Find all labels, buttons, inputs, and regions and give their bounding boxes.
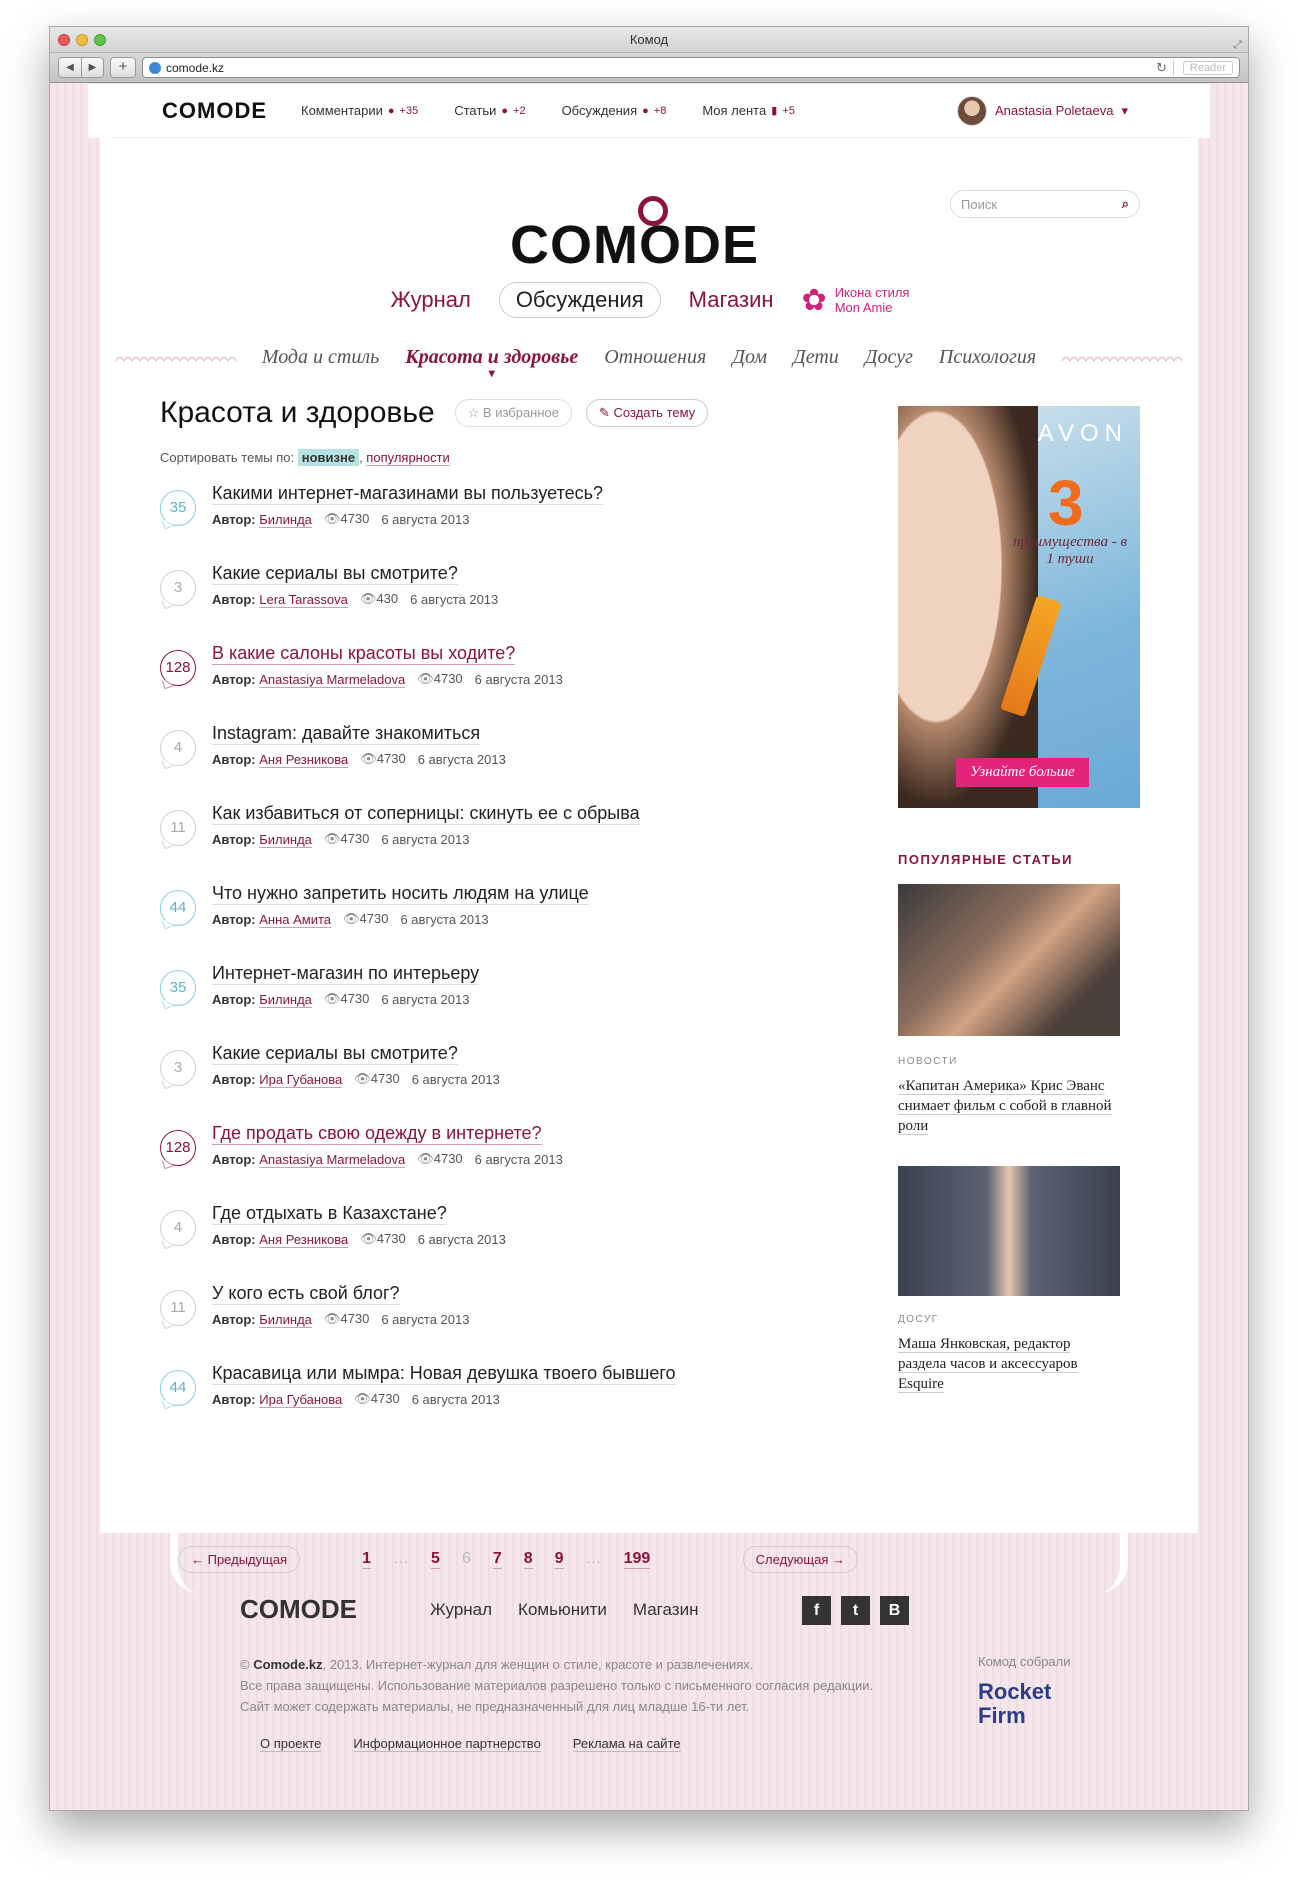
topic-title-link[interactable]: Какие сериалы вы смотрите? (212, 563, 458, 583)
topic-item (160, 562, 780, 642)
popular-title: ПОПУЛЯРНЫЕ СТАТЬИ (898, 852, 1073, 867)
avatar (957, 96, 987, 126)
author-label: Автор: (212, 511, 256, 527)
author-label: Автор: (212, 1391, 256, 1407)
view-count: 4730 (359, 911, 389, 926)
address-bar[interactable] (142, 57, 1240, 78)
topic-date: 6 августа 2013 (381, 831, 470, 847)
topbar-link-feed[interactable] (702, 103, 795, 118)
view-count: 4730 (340, 831, 370, 846)
author-label: Автор: (212, 911, 256, 927)
ad-number: 3 (1048, 467, 1084, 539)
favorite-label: В избранное (482, 405, 560, 420)
author-label: Автор: (212, 991, 256, 1007)
sort-label: Сортировать темы по: (160, 450, 295, 465)
forward-icon[interactable]: ▶ (81, 58, 103, 77)
author-label: Автор: (212, 591, 256, 607)
user-name: Anastasia Poletaeva (994, 103, 1114, 118)
topic-title-link[interactable]: Instagram: давайте знакомиться (212, 723, 481, 743)
title-bar (50, 27, 1248, 53)
page-title: Красота и здоровье (160, 396, 435, 429)
window-controls (58, 34, 106, 46)
search-input[interactable]: Поиск (961, 196, 998, 212)
nav-journal[interactable]: Журнал (390, 287, 471, 312)
footer-link-ads[interactable]: Реклама на сайте (572, 1736, 681, 1751)
author-line (212, 512, 312, 527)
eye-icon: 👁 (359, 591, 377, 606)
nav-discussions[interactable]: Обсуждения (499, 282, 661, 318)
topic-meta (212, 1231, 780, 1247)
twitter-icon[interactable]: t (841, 1596, 870, 1625)
topic-date: 6 августа 2013 (381, 1311, 470, 1327)
topbar-link-label: Статьи (454, 103, 497, 118)
author-line (212, 752, 348, 767)
footer-nav-journal[interactable]: Журнал (430, 1600, 493, 1619)
view-count: 4730 (340, 991, 370, 1006)
topic-item (160, 802, 780, 882)
footer-links (260, 1736, 681, 1752)
topic-title-link[interactable]: У кого есть свой блог? (212, 1283, 400, 1303)
comment-icon: ● (501, 104, 509, 117)
main-nav (50, 280, 1249, 320)
made-by-label: Комод собрали (978, 1654, 1071, 1669)
author-link[interactable]: Аня Резникова (259, 751, 349, 767)
author-line (212, 592, 348, 607)
author-link[interactable]: Билинда (259, 511, 312, 527)
view-count: 430 (376, 591, 399, 606)
comment-count-badge: 44 (160, 1370, 196, 1406)
avon-ad-banner[interactable] (898, 406, 1140, 808)
author-line (212, 1392, 342, 1407)
page-link[interactable]: 8 (523, 1549, 533, 1567)
topic-date: 6 августа 2013 (417, 1231, 506, 1247)
eye-icon: 👁 (417, 1151, 434, 1166)
create-label: Создать тему (613, 405, 696, 420)
page-link[interactable]: 1 (362, 1549, 372, 1567)
comment-count-badge: 11 (160, 810, 196, 846)
pagination (178, 1544, 858, 1574)
reload-icon[interactable]: ↻ (1156, 60, 1174, 76)
author-link[interactable]: Anastasiya Marmeladova (259, 671, 406, 687)
eye-icon: 👁 (354, 1071, 371, 1086)
author-label: Автор: (212, 751, 256, 767)
comment-count-badge: 128 (160, 1130, 196, 1166)
topic-item (160, 1042, 780, 1122)
topbar-logo[interactable]: COMODE (162, 97, 267, 123)
topbar-count: +5 (782, 104, 795, 117)
sort-popular[interactable]: популярности (366, 450, 450, 465)
top-bar (110, 84, 1190, 138)
flower-icon: ✿ (801, 283, 827, 317)
create-topic-button[interactable] (586, 399, 708, 427)
topic-title-link[interactable]: Интернет-магазин по интерьеру (212, 963, 480, 983)
topbar-count: +8 (653, 104, 667, 117)
star-icon: ☆ (467, 405, 480, 420)
main-logo[interactable] (510, 194, 759, 275)
topic-item (160, 1202, 780, 1282)
view-count: 4730 (433, 671, 463, 686)
view-count: 4730 (370, 1391, 400, 1406)
page-link[interactable]: 7 (492, 1549, 502, 1567)
style-icon-text (835, 285, 910, 315)
footer-link-partners[interactable]: Информационное партнерство (353, 1736, 541, 1751)
topic-meta (212, 831, 780, 847)
nav-shop[interactable]: Магазин (688, 287, 774, 312)
pencil-icon: ✎ (599, 405, 610, 420)
footer-nav-shop[interactable]: Магазин (632, 1600, 699, 1619)
topic-item (160, 1282, 780, 1362)
author-link[interactable]: Анна Амита (259, 911, 332, 927)
views (343, 911, 388, 927)
topic-title-link[interactable]: Где продать свою одежду в интернете? (212, 1123, 542, 1143)
topic-item (160, 482, 780, 562)
page-ellipsis: … (585, 1549, 602, 1567)
author-line (212, 912, 331, 927)
author-link[interactable]: Билинда (259, 1311, 312, 1327)
topic-date: 6 августа 2013 (400, 911, 489, 927)
eye-icon: 👁 (323, 991, 341, 1006)
author-label: Автор: (212, 671, 256, 687)
topic-date: 6 августа 2013 (411, 1071, 500, 1087)
article-image-2[interactable] (898, 1166, 1120, 1296)
dresser-leg-right (1098, 1533, 1128, 1593)
footer-nav (430, 1600, 698, 1620)
comment-count-badge: 3 (160, 1050, 196, 1086)
page-numbers (362, 1550, 650, 1569)
comment-icon: ● (387, 104, 395, 117)
views (324, 991, 369, 1007)
comment-count-badge: 128 (160, 650, 196, 686)
facebook-icon[interactable]: f (802, 1596, 831, 1625)
rocket-firm-logo[interactable] (978, 1680, 1051, 1728)
author-line (212, 1312, 312, 1327)
eye-icon: 👁 (360, 751, 377, 766)
main-logo-text: COMODE (510, 215, 759, 275)
footer-link-about[interactable]: О проекте (260, 1736, 322, 1751)
topbar-link-discussions[interactable] (562, 103, 667, 118)
comment-count-badge: 4 (160, 1210, 196, 1246)
ad-text: преимущества - в 1 туши (1013, 534, 1127, 567)
style-icon-line1: Икона стиля (834, 285, 910, 300)
topic-title-link[interactable]: Где отдыхать в Казахстане? (212, 1203, 447, 1223)
topic-meta (212, 1071, 780, 1087)
topic-item (160, 722, 780, 802)
topic-date: 6 августа 2013 (381, 511, 470, 527)
globe-icon (149, 62, 161, 74)
eye-icon: 👁 (354, 1391, 371, 1406)
page-header (160, 396, 708, 430)
view-count: 4730 (433, 1151, 463, 1166)
topic-title-link[interactable]: В какие салоны красоты вы ходите? (212, 643, 516, 663)
footer-logo[interactable]: COMODE (240, 1594, 357, 1624)
studio-line-1: Rocket (978, 1679, 1052, 1704)
topic-meta (212, 991, 780, 1007)
category-fashion[interactable]: Мода и стиль (261, 345, 380, 368)
topic-date: 6 августа 2013 (417, 751, 506, 767)
topic-meta (212, 591, 780, 607)
footer-site: Comode.kz (253, 1657, 323, 1672)
style-icon-link[interactable] (802, 285, 910, 315)
comment-count-badge: 11 (160, 1290, 196, 1326)
category-psychology[interactable]: Психология (938, 345, 1037, 368)
author-link[interactable]: Anastasiya Marmeladova (259, 1151, 406, 1167)
author-line (212, 1072, 342, 1087)
views (417, 671, 462, 687)
eye-icon: 👁 (360, 1231, 377, 1246)
next-page-button[interactable]: Следующая → (743, 1546, 858, 1573)
views (417, 1151, 462, 1167)
author-line (212, 992, 312, 1007)
article-category-2: ДОСУГ (898, 1314, 939, 1325)
topbar-count: +35 (399, 104, 419, 117)
topic-meta (212, 751, 780, 767)
copyright: © Comode.kz, 2013. Интернет-журнал для женщин о стиле, красоте и развлечениях. Все права защищены. Использование материалов разрешено только с письменного согласия редакции. Сайт может содержать материалы, не предназначенный для лиц младше 16-ти лет. (240, 1657, 874, 1714)
topbar-link-label: Обсуждения (561, 103, 638, 118)
topic-meta (212, 671, 780, 687)
views (360, 591, 398, 607)
fullscreen-icon[interactable]: ⤢ (1233, 39, 1242, 51)
topbar-link-articles[interactable] (454, 103, 525, 118)
minimize-window-button[interactable] (76, 34, 88, 46)
topic-title-link[interactable]: Какие сериалы вы смотрите? (212, 1043, 458, 1063)
author-line (212, 672, 405, 687)
author-link[interactable]: Ира Губанова (259, 1391, 343, 1407)
topic-title-link[interactable]: Что нужно запретить носить людям на улице (212, 883, 589, 903)
dresser-leg-left (170, 1533, 200, 1593)
topbar-link-comments[interactable] (301, 103, 418, 118)
search-icon[interactable]: ⌕ (1121, 196, 1129, 211)
views (324, 1311, 369, 1327)
copy-line-2: Все права защищены. Использование материалов разрешено только с письменного согласия редакции. (240, 1678, 874, 1693)
wave-divider (116, 353, 236, 361)
topbar-link-label: Комментарии (301, 103, 383, 118)
author-line (212, 1232, 348, 1247)
ad-cta-button[interactable]: Узнайте больше (956, 758, 1089, 787)
topic-item (160, 962, 780, 1042)
footer-nav-community[interactable]: Комьюнити (518, 1600, 607, 1619)
prev-page-button[interactable]: ← Предыдущая (178, 1546, 300, 1573)
view-count: 4730 (376, 1231, 406, 1246)
article-link-2[interactable] (898, 1334, 1120, 1394)
ad-model-image (898, 406, 1038, 808)
sort-new[interactable]: новизне (298, 449, 359, 466)
back-icon[interactable]: ◀ (66, 62, 74, 73)
views (324, 511, 369, 527)
article-image-1[interactable] (898, 884, 1120, 1036)
topic-title-link[interactable]: Как избавиться от соперницы: скинуть ее с обрыва (212, 803, 640, 823)
topic-title-link[interactable]: Красавица или мымра: Новая девушка твоего бывшего (212, 1363, 676, 1383)
user-menu[interactable] (957, 96, 1128, 126)
category-beauty[interactable]: Красота и здоровье ▾ (405, 346, 578, 369)
article-title-2: Маша Янковская, редактор раздела часов и аксессуаров Esquire (898, 1336, 1078, 1392)
vkontakte-icon[interactable]: B (880, 1596, 909, 1625)
page-ellipsis: … (393, 1549, 410, 1567)
eye-icon: 👁 (343, 911, 360, 926)
topic-meta (212, 911, 780, 927)
topic-item (160, 882, 780, 962)
article-title-1: «Капитан Америка» Крис Эванс снимает фильм с собой в главной роли (898, 1078, 1112, 1134)
eye-icon: 👁 (417, 671, 434, 686)
view-count: 4730 (370, 1071, 400, 1086)
maximize-window-button[interactable] (94, 34, 106, 46)
studio-line-2: Firm (978, 1703, 1026, 1728)
author-label: Автор: (212, 1071, 256, 1087)
category-leisure[interactable]: Досуг (864, 345, 913, 368)
new-tab-button[interactable]: + (110, 57, 136, 78)
sort-row: Сортировать темы по: новизне , популярности (160, 450, 450, 465)
page-link[interactable]: 5 (431, 1549, 440, 1567)
author-link[interactable]: Билинда (259, 831, 312, 847)
copy-line-3: Сайт может содержать материалы, не предназначенный для лиц младше 16-ти лет. (240, 1699, 750, 1714)
topic-date: 6 августа 2013 (474, 1151, 563, 1167)
chevron-down-icon: ▾ (1121, 102, 1128, 118)
author-label: Автор: (212, 1231, 256, 1247)
key-logo-icon (638, 196, 668, 226)
topbar-link-label: Моя лента (702, 103, 767, 118)
copy-line-1: , 2013. Интернет-журнал для женщин о стиле, красоте и развлечениях. (322, 1657, 754, 1672)
comment-count-badge: 35 (160, 970, 196, 1006)
window-title: Комод (629, 32, 669, 47)
eye-icon: 👁 (323, 1311, 341, 1326)
search-box[interactable] (950, 190, 1140, 218)
comment-count-badge: 44 (160, 890, 196, 926)
author-link[interactable]: Lera Tarassova (259, 591, 348, 607)
category-nav (100, 342, 1198, 372)
topic-list (160, 482, 780, 1442)
topic-meta (212, 1151, 780, 1167)
favorite-button[interactable] (455, 399, 572, 427)
view-count: 4730 (340, 1311, 370, 1326)
topic-item (160, 1362, 780, 1442)
nav-buttons (58, 57, 104, 78)
eye-icon: 👁 (323, 831, 341, 846)
eye-icon: 👁 (323, 511, 341, 526)
page-current: 6 (461, 1549, 471, 1567)
comment-count-badge: 3 (160, 570, 196, 606)
style-icon-line2: Mon Amie (834, 300, 893, 315)
article-link-1[interactable] (898, 1076, 1120, 1136)
topic-item (160, 642, 780, 722)
author-line (212, 1152, 405, 1167)
comment-count-badge: 35 (160, 490, 196, 526)
author-label: Автор: (212, 1151, 256, 1167)
views (354, 1071, 399, 1087)
topic-meta (212, 1391, 780, 1407)
browser-toolbar (50, 53, 1248, 83)
page-background (50, 84, 1248, 1811)
comment-count-badge: 4 (160, 730, 196, 766)
author-link[interactable]: Билинда (259, 991, 312, 1007)
category-kids[interactable]: Дети (792, 345, 839, 368)
author-label: Автор: (212, 831, 256, 847)
page-link[interactable]: 199 (623, 1549, 651, 1567)
ad-brand: AVON (1037, 420, 1128, 447)
topic-item (160, 1122, 780, 1202)
topic-date: 6 августа 2013 (410, 591, 499, 607)
article-category-1: НОВОСТИ (898, 1056, 958, 1067)
view-count: 4730 (340, 511, 370, 526)
category-home[interactable]: Дом (732, 345, 767, 368)
topic-date: 6 августа 2013 (411, 1391, 500, 1407)
views (324, 831, 369, 847)
author-link[interactable]: Ира Губанова (259, 1071, 343, 1087)
topbar-count: +2 (513, 104, 526, 117)
page-link[interactable]: 9 (554, 1549, 564, 1567)
topic-date: 6 августа 2013 (474, 671, 563, 687)
category-relations[interactable]: Отношения (604, 345, 707, 368)
wave-divider (1062, 353, 1182, 361)
bookmark-icon: ▮ (771, 105, 778, 117)
topic-meta (212, 1311, 780, 1327)
views (360, 751, 405, 767)
comment-icon: ● (642, 104, 649, 117)
author-line (212, 832, 312, 847)
url-text[interactable]: comode.kz (166, 60, 225, 75)
topic-date: 6 августа 2013 (381, 991, 470, 1007)
browser-window (49, 26, 1249, 1811)
topic-title-link[interactable]: Какими интернет-магазинами вы пользуетесь? (212, 483, 604, 503)
view-count: 4730 (376, 751, 406, 766)
author-label: Автор: (212, 1311, 256, 1327)
close-window-button[interactable] (58, 34, 70, 46)
social-links (802, 1596, 909, 1625)
author-link[interactable]: Аня Резникова (259, 1231, 349, 1247)
reader-button[interactable]: Reader (1183, 61, 1233, 75)
topic-meta (212, 511, 780, 527)
views (360, 1231, 405, 1247)
views (354, 1391, 399, 1407)
